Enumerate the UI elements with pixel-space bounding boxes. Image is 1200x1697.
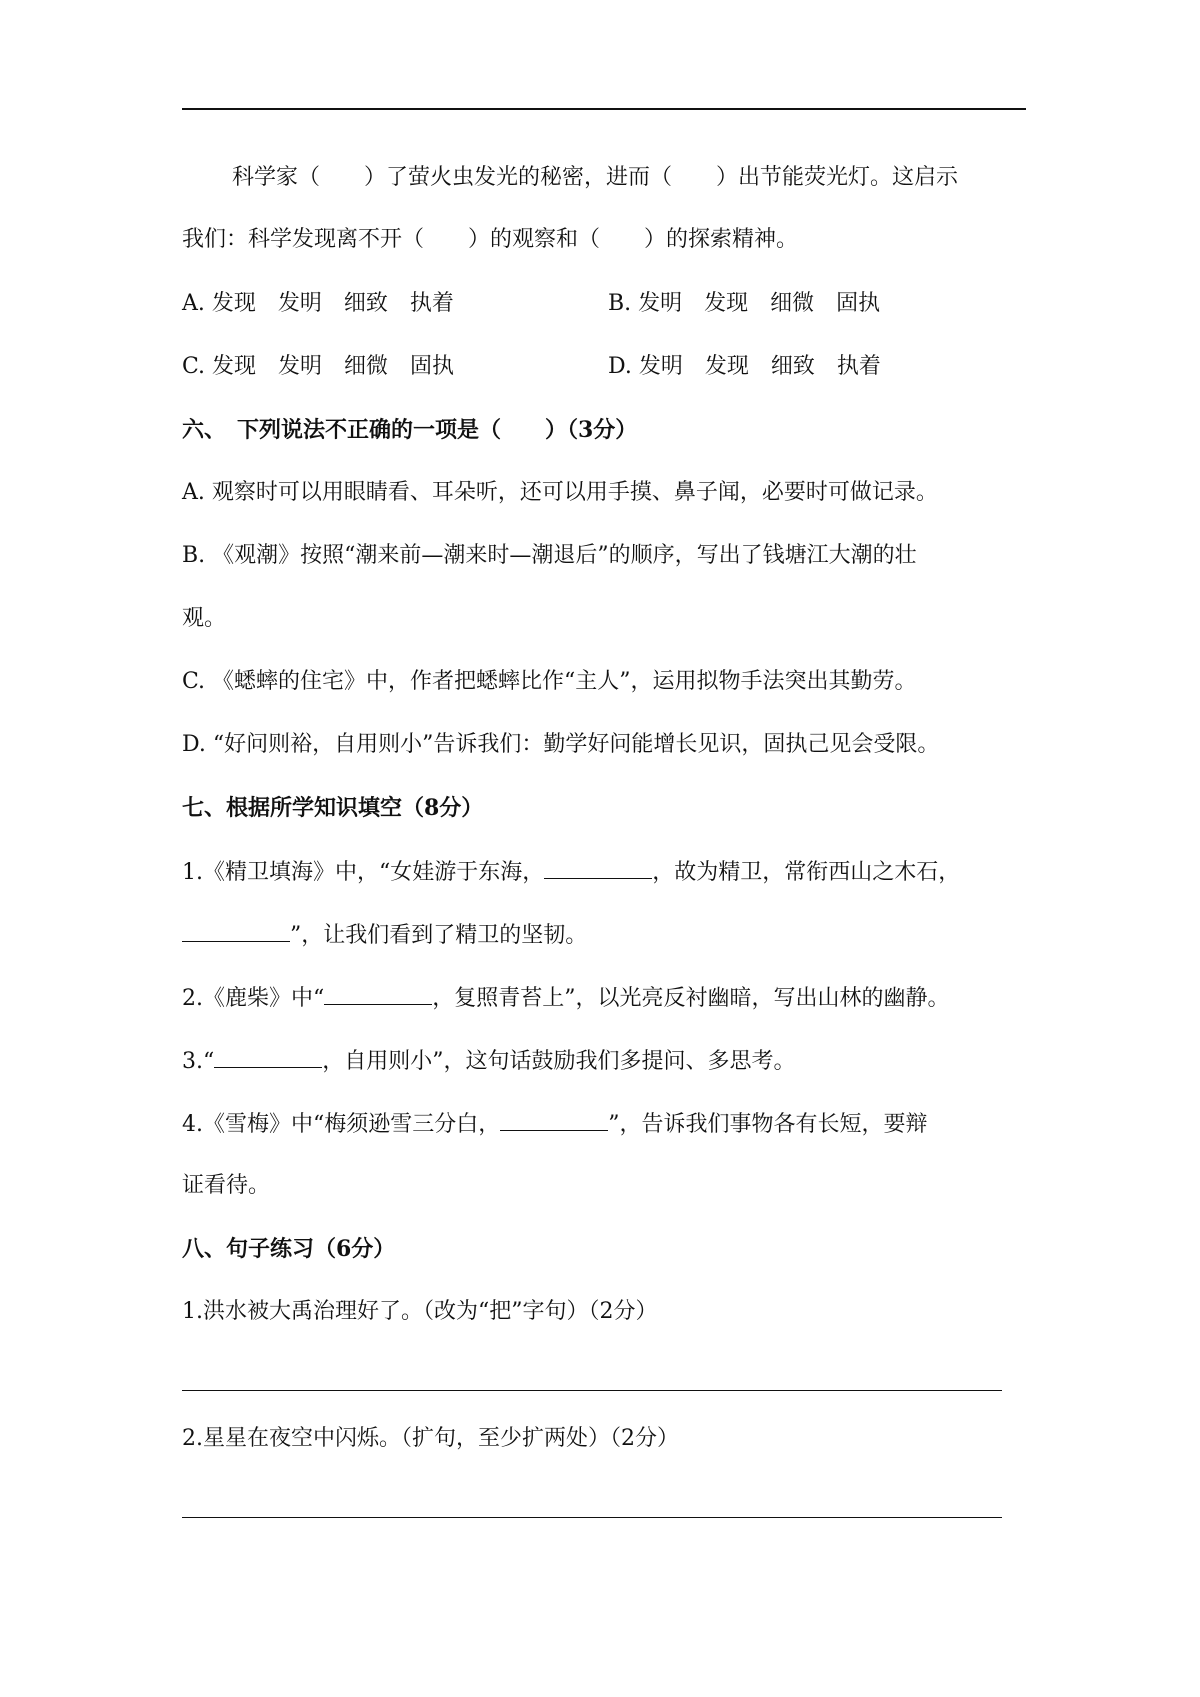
q7-item2-text-b: ，复照青苔上”，以光亮反衬幽暗，写出山林的幽静。 — [432, 986, 950, 1011]
q7-item1-line1 — [182, 856, 960, 888]
q5-option-d: D. 发明 发现 细致 执着 — [608, 354, 881, 379]
q7-item1-text-a: 1.《精卫填海》中，“女娃游于东海， — [182, 860, 545, 885]
q6-heading: 六、 下列说法不正确的一项是（ ）（3分） — [182, 417, 638, 443]
fill-blank[interactable] — [214, 1045, 322, 1068]
q7-item3 — [182, 1045, 796, 1077]
q6-option-a: A. 观察时可以用眼睛看、耳朵听，还可以用手摸、鼻子闻，必要时可做记录。 — [182, 480, 938, 505]
q5-option-c: C. 发现 发明 细微 固执 — [182, 354, 455, 379]
q5-option-b: B. 发明 发现 细微 固执 — [608, 291, 881, 316]
fill-blank[interactable] — [500, 1108, 608, 1131]
q6-option-b-line2: 观。 — [182, 606, 227, 631]
q8-item2: 2.星星在夜空中闪烁。（扩句，至少扩两处）（2分） — [182, 1426, 679, 1451]
q7-item3-text-b: ，自用则小”，这句话鼓励我们多提问、多思考。 — [322, 1049, 796, 1074]
q6-option-c: C. 《蟋蟀的住宅》中，作者把蟋蟀比作“主人”，运用拟物手法突出其勤劳。 — [182, 669, 917, 694]
q6-option-d: D. “好问则裕，自用则小”告诉我们：勤学好问能增长见识，固执己见会受限。 — [182, 732, 940, 757]
q7-item1-text-b: ，故为精卫，常衔西山之木石， — [652, 860, 961, 885]
q7-heading: 七、根据所学知识填空（8分） — [182, 795, 484, 821]
fill-blank[interactable] — [182, 919, 290, 942]
header-rule — [182, 108, 1026, 110]
fill-blank[interactable] — [324, 982, 432, 1005]
q7-item1-text-c: ”，让我们看到了精卫的坚韧。 — [290, 923, 588, 948]
q7-item3-text-a: 3.“ — [182, 1049, 215, 1074]
q7-item2 — [182, 982, 950, 1014]
q6-option-b-line1: B. 《观潮》按照“潮来前—潮来时—潮退后”的顺序，写出了钱塘江大潮的壮 — [182, 543, 917, 568]
fill-blank[interactable] — [544, 856, 652, 879]
answer-line[interactable] — [182, 1390, 1002, 1391]
q7-item4-line2: 证看待。 — [182, 1173, 271, 1198]
q7-item4-text-b: ”，告诉我们事物各有长短，要辩 — [608, 1112, 928, 1137]
q8-item1: 1.洪水被大禹治理好了。（改为“把”字句）（2分） — [182, 1299, 658, 1324]
q7-item4-text-a: 4.《雪梅》中“梅须逊雪三分白， — [182, 1112, 501, 1137]
q5-stem-line1: 科学家（ ）了萤火虫发光的秘密，进而（ ）出节能荧光灯。这启示 — [232, 165, 959, 190]
q5-option-a: A. 发现 发明 细致 执着 — [182, 291, 454, 316]
q5-options-row2 — [182, 352, 1026, 382]
q5-stem-line2: 我们：科学发现离不开（ ）的观察和（ ）的探索精神。 — [182, 227, 799, 252]
q7-item1-line2 — [182, 919, 587, 951]
q7-item2-text-a: 2.《鹿柴》中“ — [182, 986, 325, 1011]
q5-options-row1 — [182, 289, 1026, 319]
answer-line[interactable] — [182, 1517, 1002, 1518]
q7-item4-line1 — [182, 1108, 928, 1140]
q8-heading: 八、句子练习（6分） — [182, 1236, 396, 1262]
